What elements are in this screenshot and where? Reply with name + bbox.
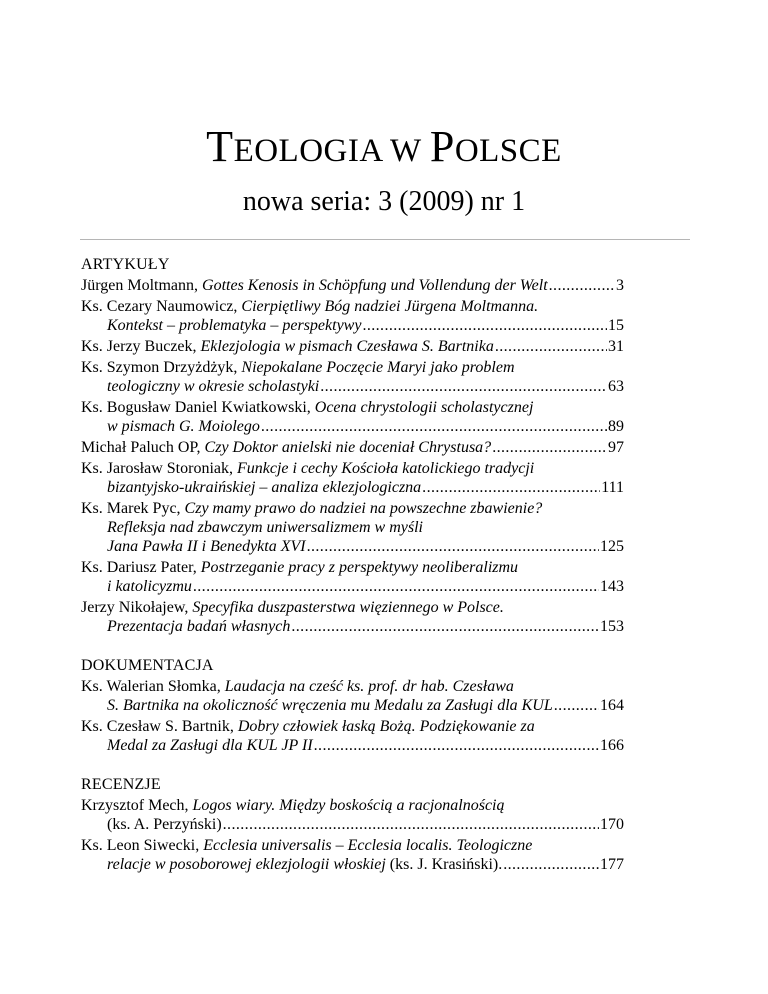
entry-text	[81, 559, 518, 576]
entry-text	[107, 519, 423, 536]
toc-entry	[81, 337, 624, 356]
toc-entry	[81, 598, 624, 636]
dot-leader	[307, 537, 599, 556]
entry-line	[81, 617, 624, 636]
toc-entry	[81, 398, 624, 436]
entry-line	[81, 358, 624, 377]
entry-line	[81, 577, 624, 596]
title-rest-2: OLSCE	[454, 133, 562, 169]
toc-entry	[81, 358, 624, 396]
entry-text	[107, 855, 502, 874]
page-number: 153	[600, 618, 624, 635]
dot-leader	[422, 478, 600, 497]
entry-text	[81, 359, 515, 376]
entry-line	[81, 558, 624, 577]
entry-reviewer: (ks. J. Krasiński).	[385, 856, 503, 873]
entry-title: Cierpiętliwy Bóg nadziei Jürgena Moltmanna.	[241, 298, 539, 315]
entry-text	[81, 337, 494, 356]
entry-author: Jürgen Moltmann,	[81, 277, 203, 294]
page-number: 97	[608, 439, 624, 456]
dot-leader	[549, 276, 615, 295]
entry-author: Michał Paluch OP,	[81, 439, 205, 456]
toc-entry	[81, 558, 624, 596]
entry-line	[81, 398, 624, 417]
toc-entry	[81, 677, 624, 715]
entry-text	[107, 417, 260, 436]
entry-title: Funkcje i cechy Kościoła katolickiego tradycji	[236, 460, 535, 477]
entry-title: Niepokalane Poczęcie Maryi jako problem	[241, 359, 515, 376]
page-number: 3	[616, 277, 624, 294]
entry-text	[81, 837, 532, 854]
entry-author: Ks. Czesław S. Bartnik,	[81, 718, 238, 735]
entry-title: Czy Doktor anielski nie doceniał Chrystusa?	[204, 439, 492, 456]
dot-leader	[320, 377, 607, 396]
entry-text	[107, 377, 319, 396]
entry-text	[81, 399, 533, 416]
entry-line	[81, 337, 624, 356]
page-number: 111	[601, 479, 624, 496]
entry-line	[81, 855, 624, 874]
entry-title: i katolicyzmu	[107, 578, 192, 595]
entry-title: Laudacja na cześć ks. prof. dr hab. Czesława	[224, 678, 514, 695]
entry-title: Prezentacja badań własnych	[107, 618, 291, 635]
entry-title: teologiczny w okresie scholastyki	[107, 378, 320, 395]
entry-title: w pismach G. Moiolego	[107, 418, 260, 435]
page-number: 170	[600, 816, 624, 833]
entry-title: Czy mamy prawo do nadziei na powszechne zbawienie?	[184, 500, 543, 517]
entry-title: Logos wiary. Między boskością a racjonalnością	[192, 797, 505, 814]
entry-text	[81, 438, 491, 457]
entry-text	[81, 599, 504, 616]
title-initial-1: T	[206, 122, 234, 171]
entry-line	[81, 836, 624, 855]
entry-text	[81, 500, 542, 517]
entry-line	[81, 677, 624, 696]
entry-author: Ks. Cezary Naumowicz,	[81, 298, 242, 315]
toc-entry	[81, 438, 624, 457]
toc-entry	[81, 836, 624, 874]
entry-author: Ks. Walerian Słomka,	[81, 678, 225, 695]
entry-line	[81, 478, 624, 497]
entry-author: Krzysztof Mech,	[81, 797, 193, 814]
page-number: 125	[600, 538, 624, 555]
toc-entry	[81, 276, 624, 295]
title-initial-2: P	[429, 122, 455, 171]
page-number: 143	[600, 578, 624, 595]
entry-text	[81, 298, 538, 315]
section-title: DOKUMENTACJA	[81, 657, 214, 674]
dot-leader	[503, 855, 599, 874]
entry-author: Ks. Szymon Drzyżdżyk,	[81, 359, 242, 376]
entry-reviewer: (ks. A. Perzyński)	[107, 816, 222, 833]
page-number: 177	[600, 856, 624, 873]
dot-leader	[495, 337, 607, 356]
entry-text	[107, 696, 553, 715]
toc-section	[81, 656, 624, 755]
page-number: 166	[600, 737, 624, 754]
entry-text	[81, 797, 505, 814]
header-divider	[80, 239, 690, 240]
dot-leader	[223, 815, 599, 834]
entry-line	[81, 316, 624, 335]
toc-entry	[81, 297, 624, 335]
page-number: 89	[608, 418, 624, 435]
entry-text	[107, 478, 421, 497]
entry-author: Ks. Marek Pyc,	[81, 500, 185, 517]
entry-title: bizantyjsko-ukraińskiej – analiza eklezjologiczna	[107, 479, 422, 496]
journal-title	[0, 122, 768, 171]
entry-line	[81, 717, 624, 736]
entry-author: Ks. Bogusław Daniel Kwiatkowski,	[81, 399, 315, 416]
dot-leader	[492, 438, 607, 457]
entry-title: S. Bartnika na okoliczność wręczenia mu Medalu za Zasługi dla KUL	[107, 697, 553, 714]
entry-line	[81, 297, 624, 316]
entry-line	[81, 276, 624, 295]
toc-entry	[81, 499, 624, 556]
entry-title: Kontekst – problematyka – perspektywy	[107, 317, 362, 334]
entry-line	[81, 377, 624, 396]
entry-text	[81, 460, 534, 477]
entry-line	[81, 518, 624, 537]
entry-title: Medal za Zasługi dla KUL JP II	[107, 737, 313, 754]
entry-author: Ks. Leon Siwecki,	[81, 837, 204, 854]
toc-entry	[81, 459, 624, 497]
entry-line	[81, 815, 624, 834]
entry-author: Ks. Jerzy Buczek,	[81, 338, 201, 355]
entry-title: Postrzeganie pracy z perspektywy neoliberalizmu	[200, 559, 519, 576]
dot-leader	[291, 617, 599, 636]
dot-leader	[261, 417, 607, 436]
title-rest-1: EOLOGIA W	[233, 133, 430, 169]
toc-section	[81, 775, 624, 874]
entry-title: Ocena chrystologii scholastycznej	[314, 399, 534, 416]
entry-line	[81, 459, 624, 478]
section-title: RECENZJE	[81, 776, 161, 793]
entry-title: Ecclesia universalis – Ecclesia localis. Teologiczne	[203, 837, 533, 854]
entry-author: Ks. Jarosław Storoniak,	[81, 460, 237, 477]
entry-text	[107, 736, 313, 755]
entry-text	[107, 577, 192, 596]
toc-section	[81, 255, 624, 636]
section-title: ARTYKUŁY	[81, 256, 170, 273]
entry-line	[81, 499, 624, 518]
issue-subtitle: nowa seria: 3 (2009) nr 1	[242, 186, 526, 217]
entry-title: Jana Pawła II i Benedykta XVI	[107, 538, 306, 555]
page-number: 63	[608, 378, 624, 395]
entry-line	[81, 796, 624, 815]
entry-text	[81, 276, 548, 295]
toc-entry	[81, 717, 624, 755]
entry-title: relacje w posoborowej eklezjologii włoskiej	[107, 856, 386, 873]
entry-author: Jerzy Nikołajew,	[81, 599, 193, 616]
table-of-contents	[81, 255, 624, 894]
dot-leader	[193, 577, 599, 596]
entry-text	[107, 316, 361, 335]
dot-leader	[554, 696, 599, 715]
entry-text	[107, 617, 290, 636]
entry-title: Gottes Kenosis in Schöpfung und Vollendung der Welt	[202, 277, 548, 294]
entry-line	[81, 736, 624, 755]
entry-title: Refleksja nad zbawczym uniwersalizmem w myśli	[107, 519, 423, 536]
entry-text	[107, 815, 222, 834]
entry-line	[81, 417, 624, 436]
entry-line	[81, 598, 624, 617]
entry-line	[81, 696, 624, 715]
entry-title: Eklezjologia w pismach Czesława S. Bartnika	[200, 338, 494, 355]
entry-line	[81, 438, 624, 457]
entry-author: Ks. Dariusz Pater,	[81, 559, 201, 576]
entry-text	[81, 718, 535, 735]
entry-text	[81, 678, 514, 695]
page-number: 164	[600, 697, 624, 714]
page-number: 15	[608, 317, 624, 334]
entry-title: Dobry człowiek łaską Bożą. Podziękowanie za	[237, 718, 535, 735]
toc-entry	[81, 796, 624, 834]
entry-line	[81, 537, 624, 556]
entry-title: Specyfika duszpasterstwa więziennego w Polsce.	[192, 599, 504, 616]
dot-leader	[314, 736, 599, 755]
entry-text	[107, 537, 306, 556]
page-number: 31	[608, 338, 624, 355]
dot-leader	[362, 316, 607, 335]
